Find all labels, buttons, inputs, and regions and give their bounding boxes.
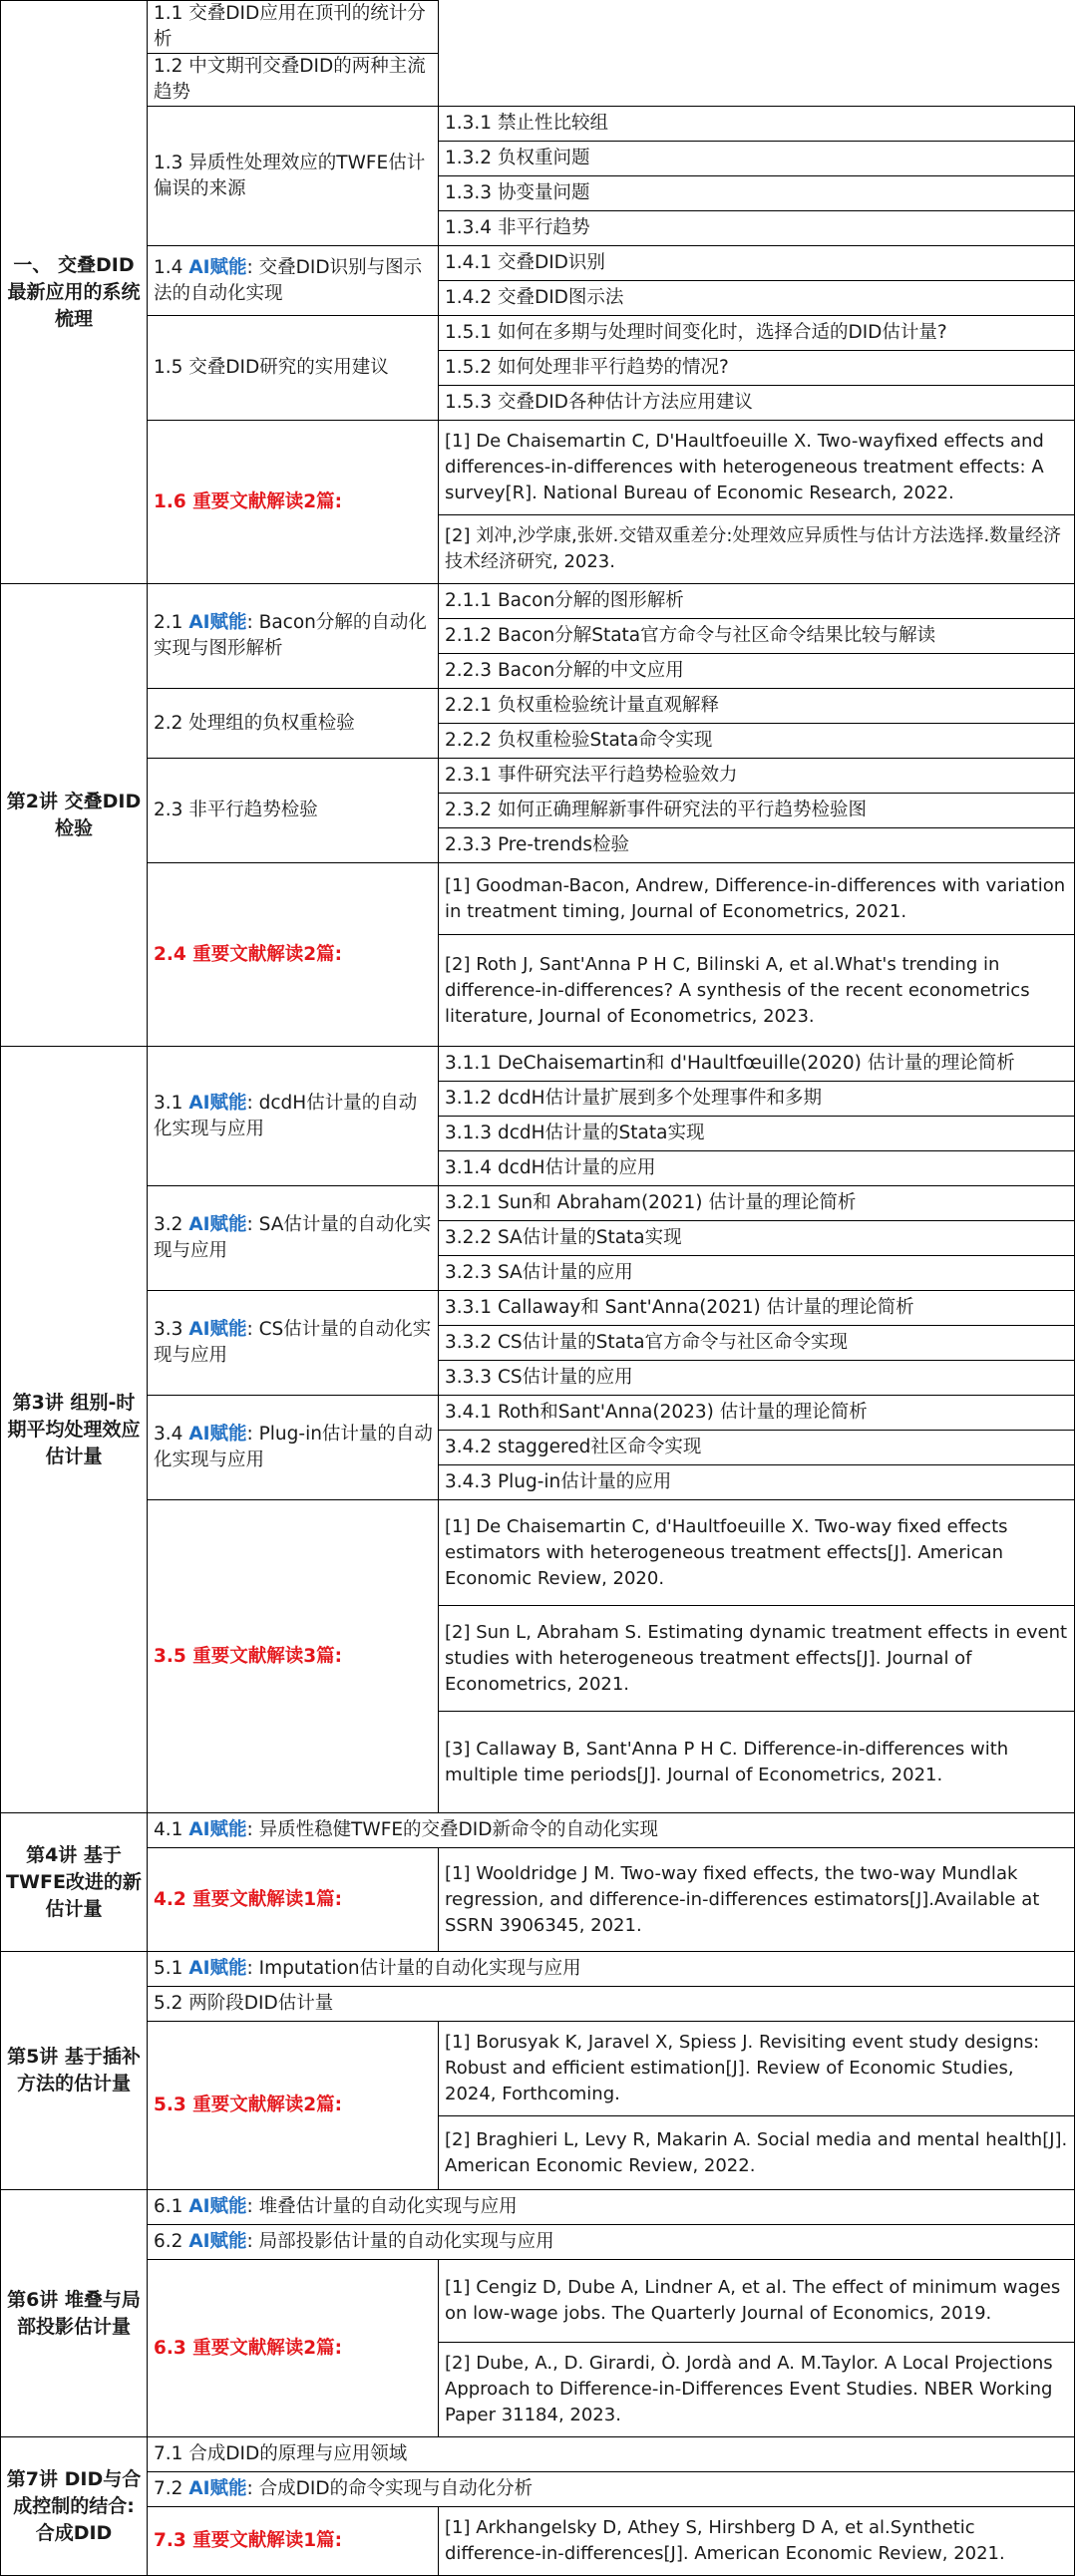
subsection-item: 1.4.1 交叠DID识别 (439, 246, 1075, 281)
key-literature-label (148, 863, 439, 1047)
section-label: 2.3 非平行趋势检验 (154, 800, 318, 820)
outline-row (1, 2190, 1075, 2225)
section-label: 5.3 重要文献解读2篇: (154, 2094, 342, 2115)
section-label: 4.2 重要文献解读1篇: (154, 1888, 342, 1910)
reference-item: [1] Wooldridge J M. Two-way fixed effects, the two-way Mundlak regression, and difference-in-differences estimators[J].Available at SSRN 3906345, 2021. (439, 1848, 1075, 1952)
section-number: 6.2 (154, 2231, 189, 2252)
section-label: : 局部投影估计量的自动化实现与应用 (246, 2231, 554, 2252)
outline-row (1, 1, 1075, 54)
section-label: 1.5 交叠DID研究的实用建议 (154, 357, 389, 378)
key-literature-label (148, 2507, 439, 2576)
ai-empowered-tag: AI赋能 (188, 2478, 247, 2499)
subsection-item: 2.3.3 Pre-trends检验 (439, 828, 1075, 863)
lecture-title: 第3讲 组别-时期平均处理效应估计量 (1, 1047, 148, 1813)
lecture-title: 第4讲 基于TWFE改进的新估计量 (1, 1813, 148, 1952)
section-label: 2.2 处理组的负权重检验 (154, 712, 355, 734)
subsection-item: 3.1.2 dcdH估计量扩展到多个处理事件和多期 (439, 1082, 1075, 1117)
section-title (148, 1291, 439, 1396)
subsection-item: 3.4.3 Plug-in估计量的应用 (439, 1465, 1075, 1500)
section-title (148, 1, 439, 54)
section-title (148, 759, 439, 863)
subsection-item: 3.2.2 SA估计量的Stata实现 (439, 1221, 1075, 1256)
subsection-item: 3.2.1 Sun和 Abraham(2021) 估计量的理论简析 (439, 1186, 1075, 1221)
section-label: : 堆叠估计量的自动化实现与应用 (246, 2196, 518, 2217)
subsection-item: 3.4.1 Roth和Sant'Anna(2023) 估计量的理论简析 (439, 1396, 1075, 1431)
outline-row (1, 1952, 1075, 1987)
section-label: 5.2 两阶段DID估计量 (154, 1993, 334, 2014)
outline-row (1, 2507, 1075, 2576)
section-title (148, 1987, 1075, 2022)
subsection-item: 1.3.3 协变量问题 (439, 176, 1075, 211)
section-label: 1.1 交叠DID应用在顶刊的统计分析 (154, 3, 426, 50)
ai-empowered-tag: AI赋能 (188, 1819, 247, 1840)
section-title (148, 1813, 1075, 1848)
reference-item: [2] Roth J, Sant'Anna P H C, Bilinski A, et al.What's trending in difference-in-differences? A synthesis of the recent econometrics literature, Journal of Econometrics, 2023. (439, 935, 1075, 1047)
outline-row (1, 2225, 1075, 2260)
ai-empowered-tag: AI赋能 (188, 2231, 247, 2252)
key-literature-label (148, 2260, 439, 2437)
section-label: 7.1 合成DID的原理与应用领域 (154, 2443, 408, 2464)
subsection-item: 3.1.3 dcdH估计量的Stata实现 (439, 1117, 1075, 1151)
subsection-item: 3.3.3 CS估计量的应用 (439, 1361, 1075, 1396)
reference-item: [1] Arkhangelsky D, Athey S, Hirshberg D A, et al.Synthetic difference-in-differences[J]. American Economic Review, 2021. (439, 2507, 1075, 2576)
outline-row (1, 689, 1075, 724)
reference-item: [2] 刘冲,沙学康,张妍.交错双重差分:处理效应异质性与估计方法选择.数量经济技术经济研究, 2023. (439, 515, 1075, 584)
key-literature-label (148, 421, 439, 584)
key-literature-label (148, 1848, 439, 1952)
outline-row (1, 1987, 1075, 2022)
section-number: 3.1 (154, 1092, 189, 1114)
section-title (148, 2472, 1075, 2507)
outline-row (1, 759, 1075, 794)
section-number: 3.4 (154, 1424, 189, 1445)
section-number: 2.1 (154, 612, 189, 633)
ai-empowered-tag: AI赋能 (188, 256, 247, 278)
section-label: : 交叠DID识别与图示法的自动化实现 (154, 256, 423, 304)
ai-empowered-tag: AI赋能 (188, 1958, 247, 1979)
ai-empowered-tag: AI赋能 (188, 1092, 247, 1114)
section-title (148, 2190, 1075, 2225)
subsection-item: 2.3.1 事件研究法平行趋势检验效力 (439, 759, 1075, 794)
subsection-item: 1.3.2 负权重问题 (439, 142, 1075, 176)
outline-row (1, 1848, 1075, 1952)
subsection-item: 1.5.3 交叠DID各种估计方法应用建议 (439, 386, 1075, 421)
section-label: : Plug-in估计量的自动化实现与应用 (154, 1424, 433, 1470)
reference-item: [1] Borusyak K, Jaravel X, Spiess J. Revisiting event study designs: Robust and efficient estimation[J]. Review of Economic Studies, 2024, Forthcoming. (439, 2022, 1075, 2116)
section-label: : 合成DID的命令实现与自动化分析 (246, 2478, 534, 2499)
reference-item: [1] Cengiz D, Dube A, Lindner A, et al. The effect of minimum wages on low-wage jobs. The Quarterly Journal of Economics, 2019. (439, 2260, 1075, 2343)
outline-row (1, 316, 1075, 351)
section-number: 6.1 (154, 2196, 189, 2217)
key-literature-label (148, 1500, 439, 1813)
subsection-item: 1.3.1 禁止性比较组 (439, 107, 1075, 142)
outline-row (1, 107, 1075, 142)
reference-item: [1] De Chaisemartin C, D'Haultfoeuille X. Two-wayfixed effects and differences-in-differences with heterogeneous treatment effects: A survey[R]. National Bureau of Economic Research, 2022. (439, 421, 1075, 515)
reference-item: [1] De Chaisemartin C, d'Haultfoeuille X. Two-way fixed effects estimators with heterogeneous treatment effects[J]. American Economic Review, 2020. (439, 1500, 1075, 1606)
lecture-title: 一、 交叠DID最新应用的系统梳理 (1, 1, 148, 584)
section-label: : Imputation估计量的自动化实现与应用 (246, 1958, 581, 1979)
section-label: : 异质性稳健TWFE的交叠DID新命令的自动化实现 (246, 1819, 659, 1840)
outline-row (1, 2472, 1075, 2507)
subsection-item: 2.1.1 Bacon分解的图形解析 (439, 584, 1075, 619)
section-number: 7.2 (154, 2478, 189, 2499)
outline-row (1, 54, 1075, 107)
section-label: 1.3 异质性处理效应的TWFE估计偏误的来源 (154, 152, 426, 199)
section-label: 2.4 重要文献解读2篇: (154, 943, 342, 965)
section-title (148, 1396, 439, 1500)
subsection-item: 3.3.2 CS估计量的Stata官方命令与社区命令实现 (439, 1326, 1075, 1361)
section-title (148, 1952, 1075, 1987)
subsection-item: 1.5.2 如何处理非平行趋势的情况? (439, 351, 1075, 386)
section-title (148, 689, 439, 759)
ai-empowered-tag: AI赋能 (188, 2196, 247, 2217)
outline-row (1, 1291, 1075, 1326)
outline-row (1, 1500, 1075, 1606)
section-title (148, 1186, 439, 1291)
reference-item: [2] Braghieri L, Levy R, Makarin A. Social media and mental health[J]. American Economic Review, 2022. (439, 2116, 1075, 2190)
subsection-item: 2.2.3 Bacon分解的中文应用 (439, 654, 1075, 689)
subsection-item: 1.5.1 如何在多期与处理时间变化时，选择合适的DID估计量? (439, 316, 1075, 351)
section-label: : CS估计量的自动化实现与应用 (154, 1319, 432, 1366)
outline-row (1, 1047, 1075, 1082)
section-label: 1.2 中文期刊交叠DID的两种主流趋势 (154, 56, 426, 103)
section-number: 1.4 (154, 256, 189, 278)
section-label: : Bacon分解的自动化实现与图形解析 (154, 612, 427, 659)
outline-row (1, 421, 1075, 515)
section-label: 3.5 重要文献解读3篇: (154, 1645, 342, 1667)
subsection-item: 2.3.2 如何正确理解新事件研究法的平行趋势检验图 (439, 794, 1075, 828)
outline-row (1, 1813, 1075, 1848)
section-label: 1.6 重要文献解读2篇: (154, 490, 342, 512)
outline-row (1, 2022, 1075, 2116)
subsection-item: 3.3.1 Callaway和 Sant'Anna(2021) 估计量的理论简析 (439, 1291, 1075, 1326)
outline-row (1, 2437, 1075, 2472)
outline-row (1, 246, 1075, 281)
section-title (148, 54, 439, 107)
section-label: : dcdH估计量的自动化实现与应用 (154, 1092, 418, 1139)
section-number: 4.1 (154, 1819, 189, 1840)
outline-row (1, 2260, 1075, 2343)
outline-row (1, 1186, 1075, 1221)
reference-item: [2] Sun L, Abraham S. Estimating dynamic treatment effects in event studies with heterogeneous treatment effects[J]. Journal of Econometrics, 2021. (439, 1606, 1075, 1712)
subsection-item: 2.2.1 负权重检验统计量直观解释 (439, 689, 1075, 724)
section-label: 6.3 重要文献解读2篇: (154, 2337, 342, 2359)
section-title (148, 1047, 439, 1186)
section-number: 3.3 (154, 1319, 189, 1340)
subsection-item: 2.1.2 Bacon分解Stata官方命令与社区命令结果比较与解读 (439, 619, 1075, 654)
reference-item: [1] Goodman-Bacon, Andrew, Difference-in-differences with variation in treatment timing, Journal of Econometrics, 2021. (439, 863, 1075, 935)
lecture-title: 第2讲 交叠DID检验 (1, 584, 148, 1047)
lecture-title: 第5讲 基于插补方法的估计量 (1, 1952, 148, 2190)
section-title (148, 2225, 1075, 2260)
subsection-item: 3.2.3 SA估计量的应用 (439, 1256, 1075, 1291)
section-label: : SA估计量的自动化实现与应用 (154, 1214, 432, 1261)
outline-row (1, 863, 1075, 935)
reference-item: [2] Dube, A., D. Girardi, Ò. Jordà and A. M.Taylor. A Local Projections Approach to Difference-in-Differences Event Studies. NBER Working Paper 31184, 2023. (439, 2343, 1075, 2437)
subsection-item: 1.3.4 非平行趋势 (439, 211, 1075, 246)
section-number: 5.1 (154, 1958, 189, 1979)
ai-empowered-tag: AI赋能 (188, 1424, 247, 1445)
lecture-title: 第6讲 堆叠与局部投影估计量 (1, 2190, 148, 2437)
subsection-item: 3.4.2 staggered社区命令实现 (439, 1431, 1075, 1465)
section-title (148, 107, 439, 246)
subsection-item: 3.1.4 dcdH估计量的应用 (439, 1151, 1075, 1186)
lecture-title: 第7讲 DID与合成控制的结合: 合成DID (1, 2437, 148, 2576)
subsection-item: 1.4.2 交叠DID图示法 (439, 281, 1075, 316)
section-number: 3.2 (154, 1214, 189, 1235)
outline-row (1, 1396, 1075, 1431)
section-title (148, 584, 439, 689)
reference-item: [3] Callaway B, Sant'Anna P H C. Difference-in-differences with multiple time periods[J]. Journal of Econometrics, 2021. (439, 1712, 1075, 1813)
subsection-item: 2.2.2 负权重检验Stata命令实现 (439, 724, 1075, 759)
ai-empowered-tag: AI赋能 (188, 1214, 247, 1235)
section-title (148, 246, 439, 316)
section-label: 7.3 重要文献解读1篇: (154, 2530, 342, 2551)
section-title (148, 2437, 1075, 2472)
ai-empowered-tag: AI赋能 (188, 612, 247, 633)
ai-empowered-tag: AI赋能 (188, 1319, 247, 1340)
outline-row (1, 584, 1075, 619)
section-title (148, 316, 439, 421)
key-literature-label (148, 2022, 439, 2190)
subsection-item: 3.1.1 DeChaisemartin和 d'Haultfœuille(2020) 估计量的理论简析 (439, 1047, 1075, 1082)
